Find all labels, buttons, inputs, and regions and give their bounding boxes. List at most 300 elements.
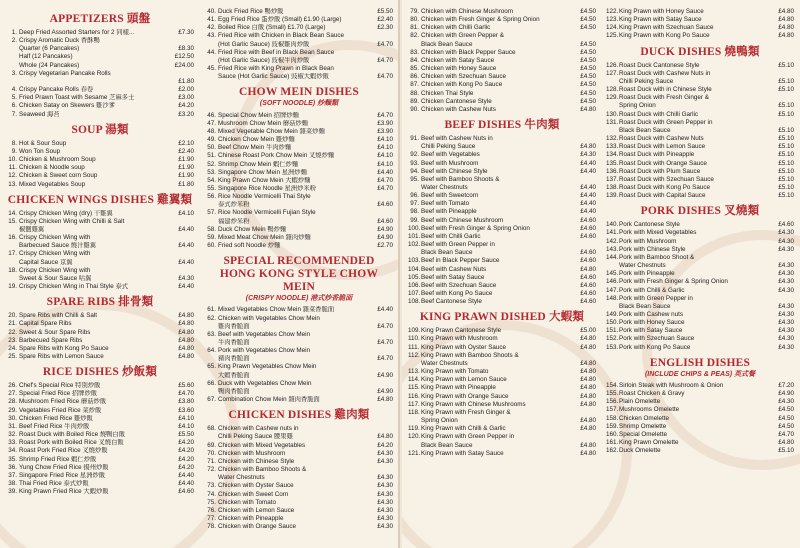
menu-item bbox=[408, 376, 596, 384]
menu-item bbox=[408, 401, 596, 409]
item-price: £4.60 bbox=[580, 216, 596, 224]
menu-item bbox=[606, 151, 794, 159]
item-price: £4.50 bbox=[580, 89, 596, 97]
item-name: Roast Duck with Capital Sauce bbox=[619, 192, 706, 200]
menu-item bbox=[205, 339, 393, 347]
menu-item bbox=[205, 491, 393, 499]
menu-item bbox=[205, 363, 393, 371]
item-name: Duck Omelette bbox=[619, 447, 661, 455]
item-number: 41. bbox=[207, 16, 216, 24]
item-price: £5.10 bbox=[778, 175, 794, 183]
menu-item bbox=[408, 442, 596, 450]
item-number: 159. bbox=[606, 422, 619, 430]
item-name: Pork Cantonese Style bbox=[619, 221, 680, 229]
menu-item bbox=[408, 409, 596, 417]
item-number: 156. bbox=[606, 398, 619, 406]
item-number: 133. bbox=[606, 143, 619, 151]
item-price: £4.70 bbox=[377, 355, 393, 363]
item-price: £4.30 bbox=[778, 262, 794, 270]
item-price: £4.20 bbox=[178, 455, 194, 463]
section-heading: RICE DISHES 炒飯類 bbox=[42, 366, 158, 379]
item-price: £4.30 bbox=[377, 523, 393, 531]
menu-item bbox=[606, 86, 794, 94]
item-number: 125. bbox=[606, 32, 619, 40]
menu-item bbox=[408, 32, 596, 40]
item-price: £4.80 bbox=[580, 335, 596, 343]
menu-item bbox=[6, 148, 194, 156]
item-number: 93. bbox=[410, 159, 419, 167]
menu-item bbox=[205, 120, 393, 128]
item-name: Pork with Bamboo Shoot & bbox=[619, 253, 695, 261]
menu-item bbox=[205, 474, 393, 482]
menu-item bbox=[408, 90, 596, 98]
item-price: £4.60 bbox=[178, 488, 194, 496]
item-price: £4.10 bbox=[377, 160, 393, 168]
item-number: 31. bbox=[8, 422, 17, 430]
item-price: £5.60 bbox=[178, 382, 194, 390]
item-price: £5.10 bbox=[778, 192, 794, 200]
menu-item bbox=[408, 49, 596, 57]
item-price: £5.00 bbox=[580, 327, 596, 335]
menu-item bbox=[606, 70, 794, 78]
item-name: King Prawn Vegetables Chow Mein bbox=[218, 363, 317, 371]
menu-item bbox=[6, 464, 194, 472]
menu-item bbox=[408, 143, 596, 151]
item-price: £4.70 bbox=[377, 184, 393, 192]
section-heading: CHOW MEIN DISHES bbox=[239, 86, 359, 99]
item-price: £4.50 bbox=[580, 65, 596, 73]
item-price: £4.70 bbox=[178, 390, 194, 398]
item-price: £4.30 bbox=[778, 327, 794, 335]
item-name: Chicken with Cashew nuts in bbox=[218, 425, 299, 433]
menu-item bbox=[6, 283, 194, 291]
menu-item bbox=[205, 396, 393, 404]
menu-item bbox=[606, 287, 794, 295]
item-name: Pork with Chilli & Garlic bbox=[619, 286, 685, 294]
menu-item bbox=[6, 447, 194, 455]
item-price: £4.30 bbox=[778, 270, 794, 278]
item-name: Special Chow Mein 招牌炒麵 bbox=[218, 111, 299, 119]
item-name: Chicken with Honey Sauce bbox=[421, 65, 497, 73]
item-number: 58. bbox=[207, 225, 216, 233]
menu-item bbox=[408, 73, 596, 81]
item-name: Won Ton Soup bbox=[19, 147, 61, 155]
item-number: 90. bbox=[410, 105, 419, 113]
item-price: £4.80 bbox=[580, 105, 596, 113]
item-name: Fried Rice with Chicken in Black Bean Sauce bbox=[218, 32, 344, 40]
item-name: King Prawn with Orange Sauce bbox=[421, 392, 509, 400]
item-name: Pork with Fresh Ginger & Spring Onion bbox=[619, 278, 728, 286]
item-price: £5.10 bbox=[778, 77, 794, 85]
item-price: £4.60 bbox=[580, 298, 596, 306]
item-name: Pork with Green Pepper in bbox=[619, 294, 693, 302]
item-price: £4.40 bbox=[580, 167, 596, 175]
item-name: Pork with Mushroom bbox=[619, 237, 677, 245]
menu-item bbox=[408, 393, 596, 401]
menu-item bbox=[205, 128, 393, 136]
menu-item bbox=[606, 229, 794, 237]
item-name: Roast Duck with Kong Po Sauce bbox=[619, 183, 711, 191]
item-name: Water Chestnuts bbox=[619, 262, 666, 270]
item-name: Crispy Vegetarian Pancake Rolls bbox=[19, 69, 111, 77]
menu-item bbox=[205, 201, 393, 209]
item-number: 50. bbox=[207, 144, 216, 152]
item-name: Roast Duck with Chilli Garlic bbox=[619, 110, 699, 118]
item-number: 47. bbox=[207, 119, 216, 127]
menu-item bbox=[205, 41, 393, 49]
item-number: 67. bbox=[207, 396, 216, 404]
item-name: Beef Fried Rice 牛肉炒飯 bbox=[19, 422, 90, 430]
menu-item bbox=[205, 169, 393, 177]
menu-item bbox=[606, 423, 794, 431]
menu-item bbox=[6, 53, 194, 61]
item-name: Chicken with Chinese Mushroom bbox=[421, 8, 514, 15]
item-name: Water Chestnuts bbox=[421, 359, 468, 367]
item-number: 155. bbox=[606, 390, 619, 398]
item-name: Chicken Chow Mein 雞炒麵 bbox=[218, 136, 295, 144]
item-name: (Hot Garlic Sauce) 豉椒牛肉炒飯 bbox=[218, 56, 310, 64]
item-price: £4.80 bbox=[580, 441, 596, 449]
menu-item bbox=[6, 275, 194, 283]
item-number: 118. bbox=[408, 408, 420, 416]
item-number: 73. bbox=[207, 482, 216, 490]
section-heading: PORK DISHES 叉燒類 bbox=[640, 205, 760, 218]
item-price: £4.80 bbox=[778, 16, 794, 24]
item-name: Chicken with Satay Sauce bbox=[421, 56, 495, 64]
item-number: 131. bbox=[606, 118, 619, 126]
item-price: £1.80 bbox=[178, 77, 194, 85]
item-price: £4.30 bbox=[778, 398, 794, 406]
item-number: 64. bbox=[207, 347, 216, 355]
item-price: £4.90 bbox=[778, 390, 794, 398]
item-name: Sirloin Steak with Mushroom & Onion bbox=[619, 381, 724, 389]
item-price: £4.70 bbox=[377, 73, 393, 81]
item-name: Crispy Chicken Wing with bbox=[19, 250, 91, 258]
item-price: £4.80 bbox=[580, 384, 596, 392]
item-price: £4.90 bbox=[377, 225, 393, 233]
item-number: 79. bbox=[410, 8, 419, 15]
item-name: Crispy Chicken Wing with bbox=[19, 234, 91, 242]
item-number: 115. bbox=[408, 384, 420, 392]
item-name: King Prawn Cantonese Style bbox=[421, 327, 502, 335]
item-price: £5.10 bbox=[778, 143, 794, 151]
item-name: Spring Onion bbox=[421, 417, 458, 425]
item-name: Chicken Fried Rice 雞炒飯 bbox=[19, 414, 93, 422]
item-number: 20. bbox=[8, 312, 17, 320]
item-price: £4.80 bbox=[377, 396, 393, 404]
item-price: £3.90 bbox=[377, 127, 393, 135]
menu-item bbox=[6, 226, 194, 234]
menu-item bbox=[606, 246, 794, 254]
item-number: 4. bbox=[11, 86, 17, 94]
item-price: £7.20 bbox=[778, 381, 794, 389]
section-heading: CHICKEN WINGS DISHES 雞翼類 bbox=[7, 193, 193, 206]
menu-item bbox=[606, 319, 794, 327]
menu-item bbox=[6, 164, 194, 172]
section-subheading: (CRISPY NOODLE) 港式炒香脆面 bbox=[245, 295, 353, 303]
item-number: 128. bbox=[606, 86, 619, 94]
item-price: £4.90 bbox=[377, 233, 393, 241]
item-name: Black Bean Sauce bbox=[619, 302, 671, 310]
item-number: 78. bbox=[207, 523, 216, 531]
menu-item bbox=[6, 390, 194, 398]
menu-column-1 bbox=[6, 8, 194, 496]
item-price: £4.80 bbox=[778, 8, 794, 15]
item-name: Shrimp Fried Rice 蝦仁炒飯 bbox=[19, 455, 97, 463]
menu-item bbox=[6, 172, 194, 180]
item-name: Beef with Vegetables bbox=[421, 151, 480, 159]
item-price: £4.50 bbox=[580, 16, 596, 24]
menu-item bbox=[205, 65, 393, 73]
item-name: Roast Duck with Fresh Ginger & bbox=[619, 94, 709, 102]
item-name: Crispy Chicken Wing (dry) 干雞翼 bbox=[19, 209, 113, 217]
menu-item bbox=[205, 355, 393, 363]
item-price: £4.10 bbox=[377, 136, 393, 144]
item-name: Pork with Kong Po Sauce bbox=[619, 343, 691, 351]
menu-item bbox=[408, 225, 596, 233]
item-number: 158. bbox=[606, 414, 619, 422]
item-number: 109. bbox=[408, 327, 421, 335]
item-price: £4.70 bbox=[377, 176, 393, 184]
item-number: 1. bbox=[11, 29, 17, 36]
item-name: Chicken with Black Pepper Sauce bbox=[421, 48, 516, 56]
item-price: £12.50 bbox=[174, 53, 194, 61]
item-name: Roast Duck with Boiled Rice 燒鴨白飯 bbox=[19, 431, 126, 439]
item-number: 29. bbox=[8, 406, 17, 414]
menu-item bbox=[205, 331, 393, 339]
menu-column-3 bbox=[408, 8, 596, 458]
item-name: Beef with Cashew Nuts bbox=[421, 265, 487, 273]
item-number: 122. bbox=[606, 8, 619, 15]
item-price: £4.80 bbox=[580, 392, 596, 400]
item-number: 89. bbox=[410, 97, 419, 105]
item-name: Beef Cantonese Style bbox=[421, 298, 482, 306]
menu-item bbox=[205, 242, 393, 250]
item-name: Roast Duck with in Chinese Style bbox=[619, 86, 712, 94]
item-name: Mushrooms Omelette bbox=[619, 406, 680, 414]
item-price: £3.60 bbox=[178, 406, 194, 414]
item-name: King Prawn Fried Rice 大蝦炒飯 bbox=[19, 488, 109, 496]
item-price: £4.30 bbox=[377, 482, 393, 490]
item-number: 152. bbox=[606, 335, 619, 343]
item-name: Singapore Fried Rice 星洲炒飯 bbox=[19, 471, 106, 479]
menu-item bbox=[205, 32, 393, 40]
menu-page-right bbox=[402, 0, 800, 548]
item-price: £8.30 bbox=[178, 45, 194, 53]
menu-item bbox=[606, 335, 794, 343]
item-name: Chicken Omelette bbox=[619, 414, 670, 422]
item-name: Roast Duck with Cashew Nuts bbox=[619, 135, 704, 143]
item-name: Duck Fried Rice 鴨炒飯 bbox=[218, 8, 284, 15]
item-price: £4.60 bbox=[580, 290, 596, 297]
item-price: £4.30 bbox=[178, 274, 194, 282]
item-number: 95. bbox=[410, 175, 419, 183]
item-price: £4.80 bbox=[580, 368, 596, 376]
menu-item bbox=[606, 111, 794, 119]
item-number: 80. bbox=[410, 16, 419, 24]
item-name: Mixed Vegetables Chow Mein 雜菜香脆面 bbox=[218, 306, 335, 314]
item-price: £4.60 bbox=[580, 224, 596, 232]
item-price: £4.50 bbox=[778, 406, 794, 414]
menu-item bbox=[606, 344, 794, 352]
menu-item bbox=[205, 112, 393, 120]
item-price: £4.30 bbox=[377, 490, 393, 498]
item-number: 48. bbox=[207, 127, 216, 135]
menu-item bbox=[205, 226, 393, 234]
item-number: 18. bbox=[8, 266, 17, 274]
menu-item bbox=[606, 295, 794, 303]
item-number: 151. bbox=[606, 327, 619, 335]
item-number: 144. bbox=[606, 253, 619, 261]
menu-item bbox=[205, 193, 393, 201]
menu-item bbox=[606, 431, 794, 439]
item-name: Chicken with Kong Po Sauce bbox=[421, 81, 503, 89]
menu-item bbox=[408, 200, 596, 208]
item-price: £4.40 bbox=[178, 471, 194, 479]
item-name: Spring Onion bbox=[619, 102, 656, 110]
menu-item bbox=[408, 135, 596, 143]
item-name: Roast Duck with Plum Sauce bbox=[619, 167, 701, 175]
item-number: 51. bbox=[207, 152, 216, 160]
item-price: £4.50 bbox=[580, 73, 596, 81]
item-number: 114. bbox=[408, 376, 420, 384]
menu-item bbox=[205, 306, 393, 314]
item-name: Mixed Meat Chow Mein 雜肉炒麵 bbox=[218, 233, 311, 241]
item-number: 117. bbox=[408, 400, 420, 408]
item-number: 21. bbox=[8, 320, 17, 328]
menu-item bbox=[606, 24, 794, 32]
item-name: Chicken with Mixed Vegetables bbox=[218, 441, 306, 449]
item-number: 111. bbox=[408, 343, 420, 351]
menu-item bbox=[6, 337, 194, 345]
item-price: £1.90 bbox=[178, 156, 194, 164]
item-price: £2.10 bbox=[178, 139, 194, 147]
item-number: 107. bbox=[408, 290, 421, 297]
item-name: King Prawn with Pineapple bbox=[421, 384, 496, 392]
menu-item bbox=[6, 382, 194, 390]
menu-item bbox=[408, 151, 596, 159]
item-name: Chicken with Chilli Garlic bbox=[421, 24, 491, 32]
item-name: King Prawn with Satay Sauce bbox=[619, 16, 702, 24]
item-price: £4.30 bbox=[778, 229, 794, 237]
item-number: 101. bbox=[408, 232, 421, 240]
item-price: £1.80 bbox=[178, 180, 194, 188]
item-name: King Prawn with Honey Sauce bbox=[619, 8, 704, 15]
item-name: 大蝦香脆面 bbox=[218, 371, 250, 379]
menu-item bbox=[6, 45, 194, 53]
item-name: King Prawn with Tomato bbox=[421, 368, 489, 376]
menu-item bbox=[408, 433, 596, 441]
item-number: 33. bbox=[8, 439, 17, 447]
item-price: £4.80 bbox=[178, 344, 194, 352]
item-name: Black Bean Sauce bbox=[619, 126, 671, 134]
item-name: Hot & Sour Soup bbox=[19, 139, 67, 147]
section-heading: SPARE RIBS 排骨類 bbox=[46, 296, 154, 309]
item-number: 139. bbox=[606, 192, 619, 200]
item-name: Boiled Rice 白飯 (Small) £1.70 (Large) bbox=[218, 24, 326, 32]
item-price: £4.10 bbox=[377, 152, 393, 160]
menu-item bbox=[606, 327, 794, 335]
item-number: 12. bbox=[8, 172, 17, 180]
item-name: Capital Spare Ribs bbox=[19, 320, 72, 328]
item-name: Roast Duck with Szechuan Sauce bbox=[619, 175, 714, 183]
menu-item bbox=[606, 8, 794, 16]
item-name: Fried Rice with King Prawn in Black Bean bbox=[218, 65, 334, 73]
menu-item bbox=[205, 8, 393, 16]
item-number: 9. bbox=[11, 147, 17, 155]
item-price: £4.30 bbox=[778, 302, 794, 310]
item-name: Fried Rice with Beef in Black Bean Sauce bbox=[218, 48, 335, 56]
item-price: £4.30 bbox=[377, 474, 393, 482]
item-price: £2.40 bbox=[178, 147, 194, 155]
item-number: 121. bbox=[408, 449, 421, 457]
item-number: 27. bbox=[8, 390, 17, 398]
item-number: 112. bbox=[408, 351, 420, 359]
item-name: Pork with Honey Sauce bbox=[619, 319, 685, 327]
menu-item bbox=[606, 270, 794, 278]
item-name: Water Chestnuts bbox=[421, 183, 468, 191]
item-number: 77. bbox=[207, 514, 216, 522]
menu-item bbox=[606, 439, 794, 447]
item-name: 泰式炒米粉 bbox=[218, 201, 250, 209]
item-price: £4.30 bbox=[778, 286, 794, 294]
item-price: £4.30 bbox=[778, 319, 794, 327]
item-name: Pork with Szechuan Sauce bbox=[619, 335, 695, 343]
item-name: Fried Prawn Toast with Sesame 芝麻多士 bbox=[19, 94, 135, 102]
item-number: 5. bbox=[11, 94, 17, 102]
item-number: 161. bbox=[606, 439, 619, 447]
item-name: King Prawn with Chilli & Garlic bbox=[421, 425, 506, 433]
item-name: King Prawn with Lemon Sauce bbox=[421, 376, 507, 384]
item-name: Roast Chicken & Gravy bbox=[619, 390, 685, 398]
item-name: Mixed Vegetable Chow Mein 雜菜炒麵 bbox=[218, 127, 325, 135]
item-name: Shrimp Omelette bbox=[619, 422, 667, 430]
menu-item bbox=[205, 144, 393, 152]
menu-column-2 bbox=[205, 8, 393, 531]
item-name: Crispy Pancake Rolls 春卷 bbox=[19, 86, 94, 94]
item-number: 105. bbox=[408, 273, 421, 281]
item-price: £5.10 bbox=[778, 126, 794, 134]
item-name: Chicken with Tomato bbox=[218, 498, 276, 506]
item-name: Chicken with Bamboo Shoots & bbox=[218, 466, 307, 474]
menu-item bbox=[606, 390, 794, 398]
item-price: £4.40 bbox=[178, 258, 194, 266]
item-price: £4.10 bbox=[178, 209, 194, 217]
menu-item bbox=[606, 254, 794, 262]
item-name: Chicken with Mushroom bbox=[218, 449, 286, 457]
item-number: 106. bbox=[408, 281, 421, 289]
menu-item bbox=[6, 456, 194, 464]
item-name: Beef with Chilli Garlic bbox=[421, 232, 481, 240]
item-name: King Prawn with Fresh Ginger & bbox=[421, 408, 511, 416]
item-name: Sweet & Sour Sauce 咕翼 bbox=[19, 274, 92, 282]
item-name: Quarter (6 Pancakes) bbox=[19, 45, 80, 53]
item-price: £4.40 bbox=[178, 242, 194, 250]
item-price: £4.30 bbox=[580, 151, 596, 159]
item-number: 24. bbox=[8, 344, 17, 352]
menu-item bbox=[6, 94, 194, 102]
item-name: Pork with Vegetables Chow Mein bbox=[218, 347, 311, 355]
item-price: £5.10 bbox=[778, 61, 794, 69]
item-number: 160. bbox=[606, 430, 619, 438]
item-number: 100. bbox=[408, 224, 421, 232]
item-number: 157. bbox=[606, 406, 619, 414]
item-price: £5.10 bbox=[778, 183, 794, 191]
item-price: £5.10 bbox=[778, 151, 794, 159]
item-price: £4.50 bbox=[778, 422, 794, 430]
menu-item bbox=[205, 347, 393, 355]
item-price: £4.60 bbox=[580, 257, 596, 265]
